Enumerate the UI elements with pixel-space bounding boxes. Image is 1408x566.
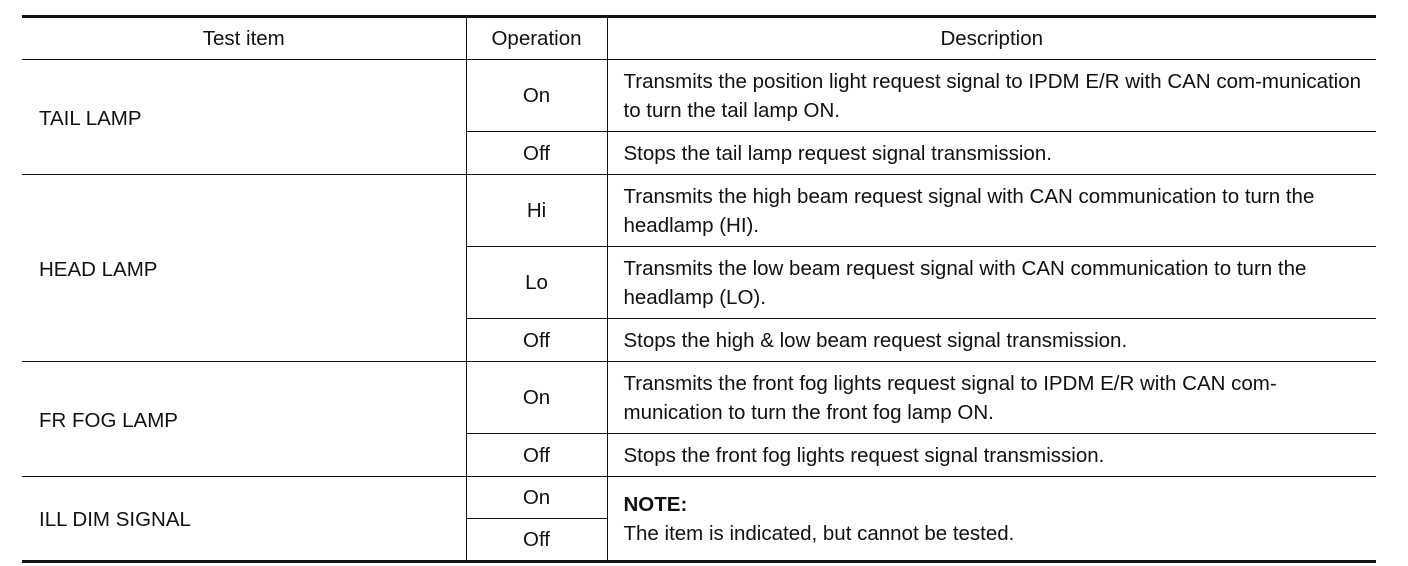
note-cell [607, 477, 1376, 562]
table-row [22, 60, 1376, 132]
header-test-item: Test item [22, 17, 466, 60]
header-description: Description [607, 17, 1376, 60]
table-header-row [22, 17, 1376, 60]
description-cell: Stops the tail lamp request signal transmission. [607, 132, 1376, 175]
table-row [22, 362, 1376, 434]
operation-cell: Lo [466, 247, 607, 319]
operation-cell: Off [466, 434, 607, 477]
description-cell: Stops the front fog lights request signal transmission. [607, 434, 1376, 477]
description-cell: Transmits the position light request signal to IPDM E/R with CAN com-munication to turn the tail lamp ON. [607, 60, 1376, 132]
table-row [22, 175, 1376, 247]
note-text: The item is indicated, but cannot be tested. [623, 521, 1015, 545]
note-label: NOTE: [623, 492, 688, 516]
item-head-lamp: HEAD LAMP [22, 175, 466, 362]
item-ill-dim-signal: ILL DIM SIGNAL [22, 477, 466, 562]
description-cell: Transmits the high beam request signal with CAN communication to turn the headlamp (HI). [607, 175, 1376, 247]
table-row [22, 477, 1376, 519]
item-tail-lamp: TAIL LAMP [22, 60, 466, 175]
operation-cell: Off [466, 319, 607, 362]
description-cell: Transmits the front fog lights request signal to IPDM E/R with CAN com-munication to turn the front fog lamp ON. [607, 362, 1376, 434]
item-fr-fog-lamp: FR FOG LAMP [22, 362, 466, 477]
header-operation: Operation [466, 17, 607, 60]
operation-cell: On [466, 477, 607, 519]
description-cell: Stops the high & low beam request signal transmission. [607, 319, 1376, 362]
operation-cell: Off [466, 519, 607, 562]
description-cell: Transmits the low beam request signal with CAN communication to turn the headlamp (LO). [607, 247, 1376, 319]
operation-cell: On [466, 60, 607, 132]
operation-cell: On [466, 362, 607, 434]
operation-cell: Off [466, 132, 607, 175]
test-item-table [22, 15, 1376, 563]
operation-cell: Hi [466, 175, 607, 247]
